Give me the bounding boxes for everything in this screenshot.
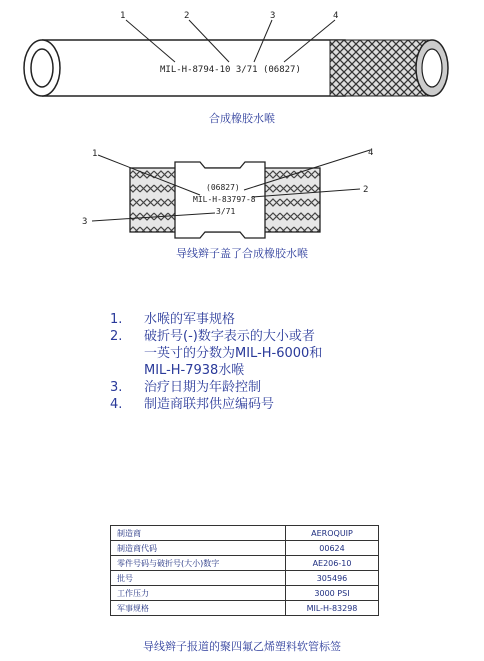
list-item: 3. 治疗日期为年龄控制 xyxy=(110,380,262,395)
figure-2-braided-hose-drawing xyxy=(0,140,484,240)
callout-2: 2 xyxy=(363,185,369,195)
band-spec: MIL-H-83797-8 xyxy=(193,195,256,204)
band-code: (06827) xyxy=(206,183,240,192)
figure-1-hose-drawing xyxy=(0,0,484,110)
list-item-continuation: MIL-H-7938水喉 xyxy=(144,363,245,378)
hose-marking: MIL-H-8794-10 3/71 (06827) xyxy=(160,65,301,75)
table-row: 军事规格 MIL-H-83298 xyxy=(111,601,379,616)
figure-3-caption: 导线辫子报道的聚四氟乙烯塑料软管标签 xyxy=(143,640,341,653)
callout-2: 2 xyxy=(184,11,190,21)
callout-1: 1 xyxy=(92,149,98,159)
callout-explanation-list xyxy=(110,311,322,413)
table-row: 工作压力 3000 PSI xyxy=(111,586,379,601)
list-item: 2. 破折号(-)数字表示的大小或者 xyxy=(110,329,315,344)
list-item: 1. 水喉的军事规格 xyxy=(110,312,236,327)
table-row: 制造商 AEROQUIP xyxy=(111,526,379,541)
table-row: 制造商代码 00624 xyxy=(111,541,379,556)
callout-4: 4 xyxy=(333,11,339,21)
figure-2-caption: 导线辫子盖了合成橡胶水喉 xyxy=(176,247,308,260)
list-item-continuation: 一英寸的分数为MIL-H-6000和 xyxy=(144,346,323,361)
figure-1-caption: 合成橡胶水喉 xyxy=(209,112,275,125)
list-item: 4. 制造商联邦供应编码号 xyxy=(110,397,275,412)
callout-3: 3 xyxy=(270,11,276,21)
callout-3: 3 xyxy=(82,217,88,227)
callout-1: 1 xyxy=(120,11,126,21)
callout-4: 4 xyxy=(368,148,374,158)
table-row: 零件号码与破折号(大小)数字 AE206-10 xyxy=(111,556,379,571)
table-row: 批号 305496 xyxy=(111,571,379,586)
band-date: 3/71 xyxy=(216,207,236,216)
hose-label-table xyxy=(110,525,379,616)
